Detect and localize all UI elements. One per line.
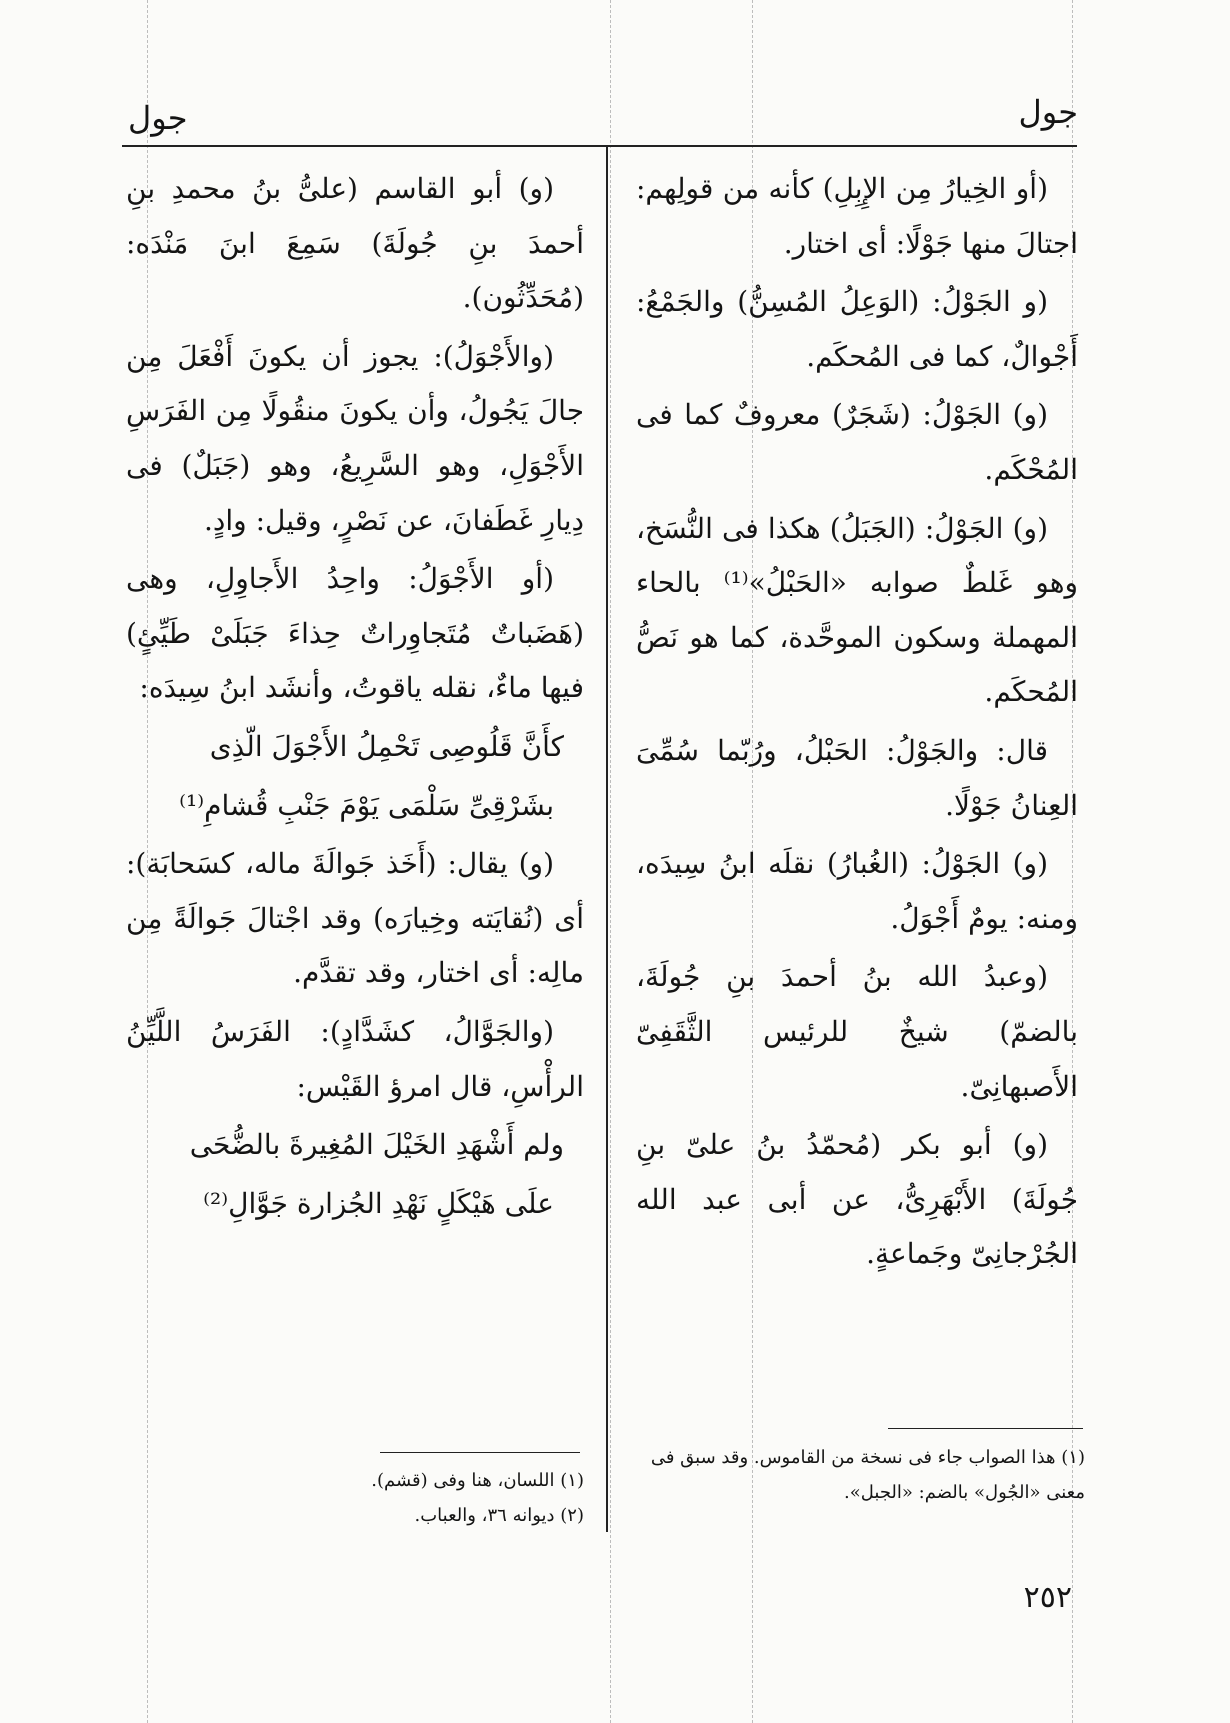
entry-paragraph: (و) الجَوْلُ: (شَجَرٌ) معروفٌ كما فى المُحْكَم.	[636, 398, 1078, 486]
entry-paragraph: (و) أبو القاسم (علىُّ بنُ محمدِ بنِ أحمدَ بنِ جُولَةَ) سَمِعَ ابنَ مَنْدَه: (مُحَدِّثُون).	[126, 172, 584, 315]
footnote-rule-left	[380, 1452, 580, 1453]
right-column	[636, 162, 1078, 1286]
footnote-rule-right	[888, 1428, 1083, 1429]
entry-paragraph: (وعبدُ الله بنُ أحمدَ بنِ جُولَةَ، بالضمّ) شيخٌ للرئيس الثَّقَفِىّ الأَصبهانِىّ.	[636, 960, 1078, 1103]
scan-guide-line	[610, 0, 611, 1723]
verse-line: علَى هَيْكَلٍ نَهْدِ الجُزارة جَوَّالِ⁽²⁾	[203, 1186, 554, 1220]
entry-paragraph: (أو الخِيارُ مِن الإِبِلِ) كأنه من قولِهم: اجتالَ منها جَوْلًا: أى اختار.	[636, 172, 1078, 260]
entry-paragraph: (و) أبو بكر (مُحمّدُ بنُ علىّ بنِ جُولَةَ) الأَبْهَرِىُّ، عن أبى عبد الله الجُرْجانِىّ وجَماعةٍ.	[636, 1128, 1078, 1271]
running-header-right: جول	[1018, 93, 1078, 131]
verse-line: بشَرْقِىِّ سَلْمَى يَوْمَ جَنْبِ قُشامِ⁽¹⁾	[179, 788, 554, 822]
column-divider	[606, 147, 608, 1532]
entry-paragraph: (و الجَوْلُ: (الوَعِلُ المُسِنُّ) والجَمْعُ: أَجْوالٌ، كما فى المُحكَم.	[636, 285, 1078, 373]
verse-line: ولم أَشْهَدِ الخَيْلَ المُغِيرةَ بالضُّحَى	[189, 1128, 564, 1162]
footnote: (١) اللسان، هنا وفى (قشم).	[371, 1470, 584, 1491]
running-header-left: جول	[128, 99, 188, 137]
entry-paragraph: (و) يقال: (أَخَذ جَوالَةَ ماله، كسَحابَة): أى (نُقايَته وخِيارَه) وقد اجْتالَ جَوالَةً مِن مالِه: أى اختار، وقد تقدَّم.	[126, 847, 584, 990]
entry-paragraph: (و) الجَوْلُ: (الغُبارُ) نقلَه ابنُ سِيدَه، ومنه: يومٌ أَجْوَلُ.	[636, 847, 1078, 935]
footnotes-left	[126, 1463, 584, 1533]
left-column	[126, 162, 584, 1235]
entry-paragraph: (و) الجَوْلُ: (الجَبَلُ) هكذا فى النُّسَخ، وهو غَلطٌ صوابه «الحَبْلُ»⁽¹⁾ بالحاء المهملة وسكون الموحَّدة، كما هو نَصُّ المُحكَم.	[636, 511, 1078, 709]
header-rule	[122, 145, 1077, 147]
entry-paragraph: (والأَجْوَلُ): يجوز أن يكونَ أَفْعَلَ مِن جالَ يَجُولُ، وأن يكونَ منقُولًا مِن الفَرَسِ الأَجْوَلِ، وهو السَّرِيعُ، وهو (جَبَلٌ) فى دِيارِ غَطَفانَ، عن نَصْرٍ، وقيل: وادٍ.	[126, 339, 584, 537]
entry-paragraph: قال: والجَوْلُ: الحَبْلُ، ورُبّما سُمِّىَ العِنانُ جَوْلًا.	[636, 733, 1078, 822]
entry-paragraph: (والجَوَّالُ، كشَدَّادٍ): الفَرَسُ اللَّيِّنُ الرأْسِ، قال امرؤ القَيْس:	[126, 1014, 584, 1103]
entry-paragraph: (أو الأَجْوَلُ: واحِدُ الأَجاوِلِ، وهى (هَضَباتٌ مُتَجاوِراتٌ حِذاءَ جَبَلَىْ طَيِّئٍ) فيها ماءٌ، نقله ياقوتُ، وأنشَد ابنُ سِيدَه:	[126, 562, 584, 705]
footnote: (٢) ديوانه ٣٦، والعباب.	[414, 1505, 584, 1526]
verse-line: كأَنَّ قَلُوصِى تَحْمِلُ الأَجْوَلَ الّذِى	[209, 729, 564, 763]
page-number: ٢٥٢	[1023, 1580, 1072, 1615]
footnotes-right	[645, 1440, 1085, 1510]
footnote: (١) هذا الصواب جاء فى نسخة من القاموس. وقد سبق فى معنى «الجُول» بالضم: «الجبل».	[650, 1447, 1085, 1503]
